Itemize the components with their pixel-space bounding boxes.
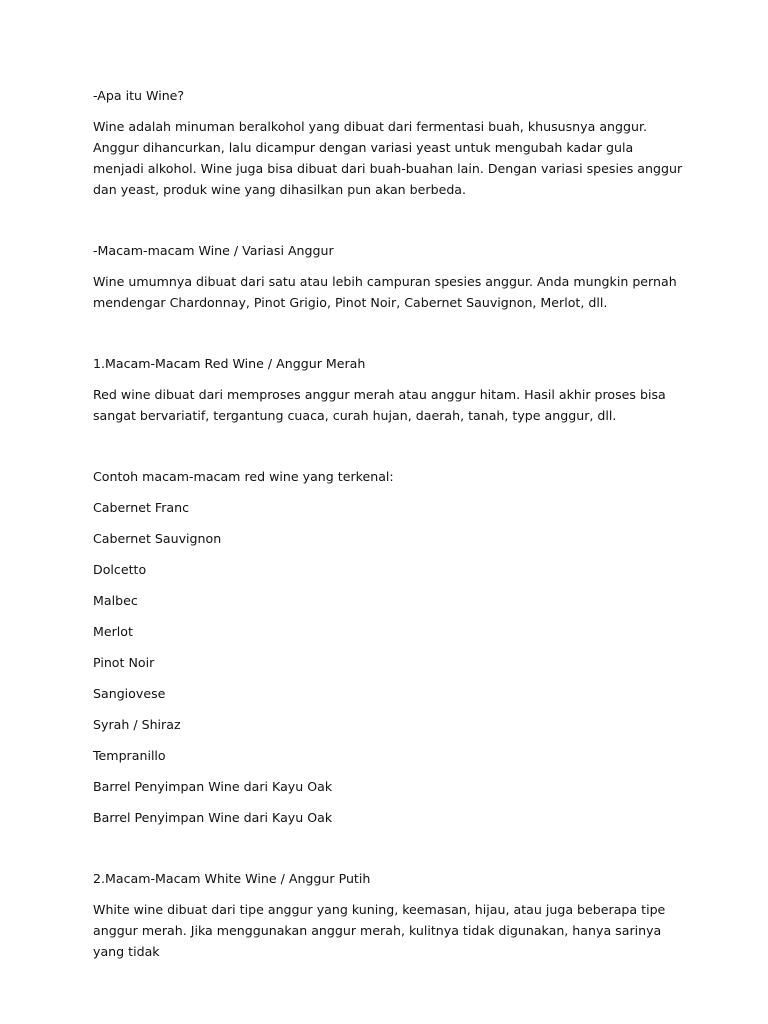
spacer [93, 838, 683, 868]
red-wine-list-intro: Contoh macam-macam red wine yang terkenal: [93, 469, 394, 484]
paragraph-wine-types: Wine umumnya dibuat dari satu atau lebih campuran spesies anggur. Anda mungkin pernah mendengar Chardonnay, Pinot Grigio, Pinot Noir, Cabernet Sauvignon, Merlot, dll. [93, 274, 677, 310]
red-wine-list [93, 497, 683, 828]
paragraph-red-wine: Red wine dibuat dari memproses anggur merah atau anggur hitam. Hasil akhir proses bisa sangat bervariatif, tergantung cuaca, curah hujan, daerah, tanah, type anggur, dll. [93, 387, 666, 423]
paragraph-what-is-wine: Wine adalah minuman beralkohol yang dibuat dari fermentasi buah, khususnya anggur. Anggur dihancurkan, lalu dicampur dengan variasi yeast untuk mengubah kadar gula menjadi alkohol. Wine juga bisa dibuat dari buah-buahan lain. Dengan variasi spesies anggur dan yeast, produk wine yang dihasilkan pun akan berbeda. [93, 119, 683, 197]
list-item: Merlot [93, 624, 133, 639]
list-item: Syrah / Shiraz [93, 717, 181, 732]
document-page [93, 85, 683, 972]
list-item: Tempranillo [93, 748, 166, 763]
section-heading-white-wine: 2.Macam-Macam White Wine / Anggur Putih [93, 871, 371, 886]
list-item: Malbec [93, 593, 138, 608]
spacer [93, 323, 683, 353]
list-item: Barrel Penyimpan Wine dari Kayu Oak [93, 779, 333, 794]
spacer [93, 210, 683, 240]
list-item: Dolcetto [93, 562, 147, 577]
list-item: Pinot Noir [93, 655, 155, 670]
list-item: Sangiovese [93, 686, 166, 701]
list-item: Barrel Penyimpan Wine dari Kayu Oak [93, 810, 333, 825]
list-item: Cabernet Franc [93, 500, 190, 515]
section-heading-wine-types: -Macam-macam Wine / Variasi Anggur [93, 243, 334, 258]
section-heading-what-is-wine: -Apa itu Wine? [93, 88, 185, 103]
spacer [93, 436, 683, 466]
list-item: Cabernet Sauvignon [93, 531, 222, 546]
paragraph-white-wine: White wine dibuat dari tipe anggur yang kuning, keemasan, hijau, atau juga beberapa tipe anggur merah. Jika menggunakan anggur merah, kulitnya tidak digunakan, hanya sarinya yang tidak [93, 902, 666, 959]
section-heading-red-wine: 1.Macam-Macam Red Wine / Anggur Merah [93, 356, 366, 371]
